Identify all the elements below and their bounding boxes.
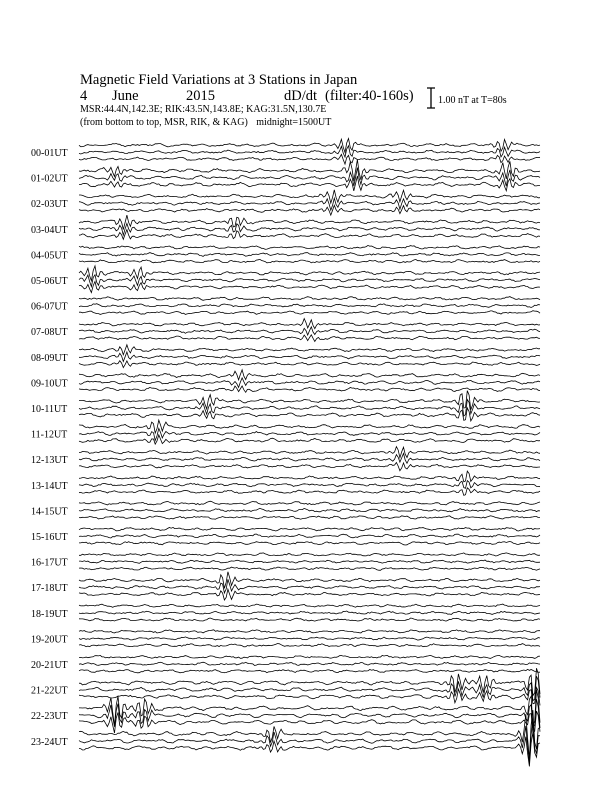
trace-kag [79,190,540,203]
trace-msr [79,669,540,673]
trace-rik [79,198,540,210]
hour-label: 05-06UT [31,276,68,287]
trace-kag [79,370,540,380]
trace-rik [79,378,540,388]
hour-label: 14-15UT [31,506,68,518]
hour-label: 19-20UT [31,634,68,646]
chart-title: Magnetic Field Variations at 3 Stations in Japan [80,72,358,88]
hour-label: 00-01UT [31,148,68,159]
trace-rik [79,534,540,538]
trace-rik [79,146,540,157]
trace-rik [79,611,540,614]
hour-label: 01-02UT [31,173,68,185]
trace-kag [79,420,540,433]
date-day: 4 [80,88,88,104]
hour-label: 16-17UT [31,557,68,569]
trace-rik [79,676,540,700]
trace-rik [79,275,540,287]
trace-msr [79,463,540,471]
trace-kag [79,553,540,556]
hour-label: 11-12UT [31,429,68,441]
filter-label: (filter:40-160s) [325,88,414,104]
trace-kag [79,501,540,505]
trace-msr [79,259,540,262]
trace-rik [79,579,540,593]
trace-kag [79,319,540,329]
trace-kag [79,471,540,482]
hour-label: 10-11UT [31,404,68,415]
trace-msr [79,644,540,647]
trace-rik [79,223,540,235]
trace-kag [79,447,540,458]
trace-rik [79,637,540,640]
trace-rik [79,560,540,563]
hour-label: 03-04UT [31,224,68,236]
trace-msr [79,435,540,444]
trace-msr [79,311,540,315]
trace-kag [79,604,540,607]
trace-msr [79,567,540,570]
trace-rik [79,352,540,362]
trace-msr [79,205,540,215]
trace-msr [79,386,540,392]
trace-msr [79,230,540,240]
hour-label: 18-19UT [31,608,68,620]
trace-msr [79,154,540,164]
hour-label: 15-16UT [31,532,68,543]
hour-label: 23-24UT [31,736,68,748]
trace-kag [79,527,540,531]
trace-kag [79,391,540,410]
trace-msr [79,542,540,546]
trace-msr [79,589,540,600]
scale-bar [427,88,435,108]
trace-msr [79,282,540,293]
trace-rik [79,327,540,335]
trace-kag [79,710,540,759]
hour-label: 08-09UT [31,352,68,364]
hour-label: 04-05UT [31,250,68,262]
hour-label: 21-22UT [31,685,68,697]
hour-label: 07-08UT [31,327,68,339]
order-note: (from bottom to top, MSR, RIK, & KAG) [80,117,248,128]
hour-label: 09-10UT [31,378,68,390]
trace-msr [79,335,540,342]
trace-msr [79,733,540,767]
trace-kag [79,655,540,658]
quantity-label: dD/dt [284,88,318,104]
trace-rik [79,304,540,308]
date-year: 2015 [186,88,215,104]
trace-kag [79,266,540,281]
station-coordinates: MSR:44.4N,142.3E; RIK:43.5N,143.8E; KAG:31.5N,130.7E [80,104,327,115]
trace-rik [79,662,540,665]
trace-kag [79,630,540,633]
trace-kag [79,297,540,301]
trace-kag [79,668,540,695]
trace-kag [79,345,540,355]
trace-rik [79,453,540,463]
scale-label: 1.00 nT at T=80s [438,95,507,106]
trace-rik [79,508,540,512]
trace-msr [79,488,540,496]
hour-label: 13-14UT [31,480,68,492]
midnight-note: midnight=1500UT [256,117,332,128]
trace-rik [79,428,540,440]
trace-msr [79,516,540,519]
trace-rik [79,722,540,763]
hour-label: 22-23UT [31,711,68,723]
trace-msr [79,618,540,621]
hour-label: 12-13UT [31,455,68,467]
trace-rik [79,253,540,257]
hour-label: 06-07UT [31,301,68,313]
trace-msr [79,361,540,368]
hour-label: 17-18UT [31,583,68,595]
hour-label: 20-21UT [31,660,68,671]
hour-label: 02-03UT [31,199,68,211]
date-month: June [112,88,139,104]
trace-kag [79,245,540,249]
